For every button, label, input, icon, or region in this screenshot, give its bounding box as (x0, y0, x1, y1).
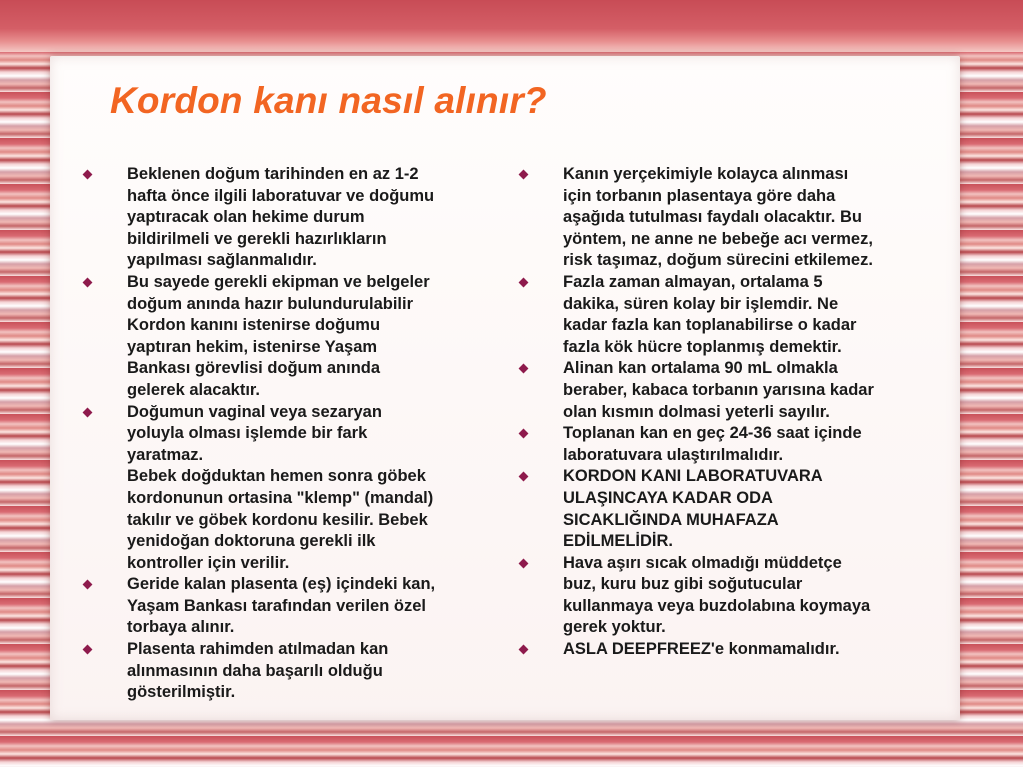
bullet-item (520, 466, 935, 552)
bullet-item (520, 272, 935, 358)
diamond-bullet-icon (83, 580, 93, 590)
bullet-text: Bu sayede gerekli ekipman ve belgeler doğum anında hazır bulundurulabilir Kordon kanını istenirse doğumu yaptıran hekim, istenirse Yaşam Bankası görevlisi doğum anında gelerek alacaktır. (127, 272, 430, 399)
bullet-item (520, 553, 935, 639)
bullet-text: ASLA DEEPFREEZ'e konmamalıdır. (563, 640, 840, 659)
bullet-item (84, 272, 494, 402)
bullet-text: Kanın yerçekimiyle kolayca alınması için torbanın plasentaya göre daha aşağıda tutulması faydalı olacaktır. Bu yöntem, ne anne ne bebeğe acı vermez, risk taşımaz, doğum sürecini etkilemez. (563, 165, 873, 270)
bullet-text: KORDON KANI LABORATUVARA ULAŞINCAYA KADAR ODA SICAKLIĞINDA MUHAFAZA EDİLMELİDİR. (563, 467, 823, 551)
bullet-item (84, 574, 494, 639)
bullet-text: Toplanan kan en geç 24-36 saat içinde laboratuvara ulaştırılmalıdır. (563, 424, 862, 464)
bullet-item (520, 358, 935, 423)
right-bullet-list (520, 164, 935, 661)
bullet-text: Plasenta rahimden atılmadan kan alınmasının daha başarılı olduğu gösterilmiştir. (127, 640, 389, 702)
top-stripe-band (0, 0, 1023, 52)
bullet-text: Doğumun vaginal veya sezaryan yoluyla olması işlemde bir fark yaratmaz. Bebek doğduktan hemen sonra göbek kordonunun ortasina "klemp" (mandal) takılır ve göbek kordonu kesilir. Bebek yenidoğan doktoruna gerekli ilk kontroller için verilir. (127, 402, 434, 572)
bullet-text: Fazla zaman almayan, ortalama 5 dakika, süren kolay bir işlemdir. Ne kadar fazla kan toplanabilirse o kadar fazla kök hücre toplanmış demektir. (563, 272, 857, 356)
diamond-bullet-icon (519, 472, 529, 482)
slide-title: Kordon kanı nasıl alınır? (110, 80, 547, 121)
bullet-item (84, 402, 494, 575)
diamond-bullet-icon (83, 170, 93, 180)
bullet-item (520, 423, 935, 466)
diamond-bullet-icon (519, 278, 529, 288)
bullet-text: Geride kalan plasenta (eş) içindeki kan, Yaşam Bankası tarafından verilen özel torbaya alınır. (127, 575, 436, 637)
left-bullet-list (84, 164, 494, 704)
bullet-item (520, 164, 935, 272)
diamond-bullet-icon (83, 645, 93, 655)
diamond-bullet-icon (519, 364, 529, 374)
bullet-text: Hava aşırı sıcak olmadığı müddetçe buz, kuru buz gibi soğutucular kullanmaya veya buzdolabına koymaya gerek yoktur. (563, 553, 871, 637)
diamond-bullet-icon (83, 278, 93, 288)
bullet-text: Alinan kan ortalama 90 mL olmakla beraber, kabaca torbanın yarısına kadar olan kısmın dolmasi yeterli sayılır. (563, 359, 874, 421)
diamond-bullet-icon (519, 170, 529, 180)
bullet-item (520, 639, 935, 661)
bullet-item (84, 639, 494, 704)
diamond-bullet-icon (519, 645, 529, 655)
diamond-bullet-icon (519, 429, 529, 439)
diamond-bullet-icon (83, 407, 93, 417)
diamond-bullet-icon (519, 558, 529, 568)
bullet-item (84, 164, 494, 272)
bullet-text: Beklenen doğum tarihinden en az 1-2 hafta önce ilgili laboratuvar ve doğumu yaptıracak olan hekime durum bildirilmeli ve gerekli hazırlıkların yapılması sağlanmalıdır. (127, 165, 435, 270)
